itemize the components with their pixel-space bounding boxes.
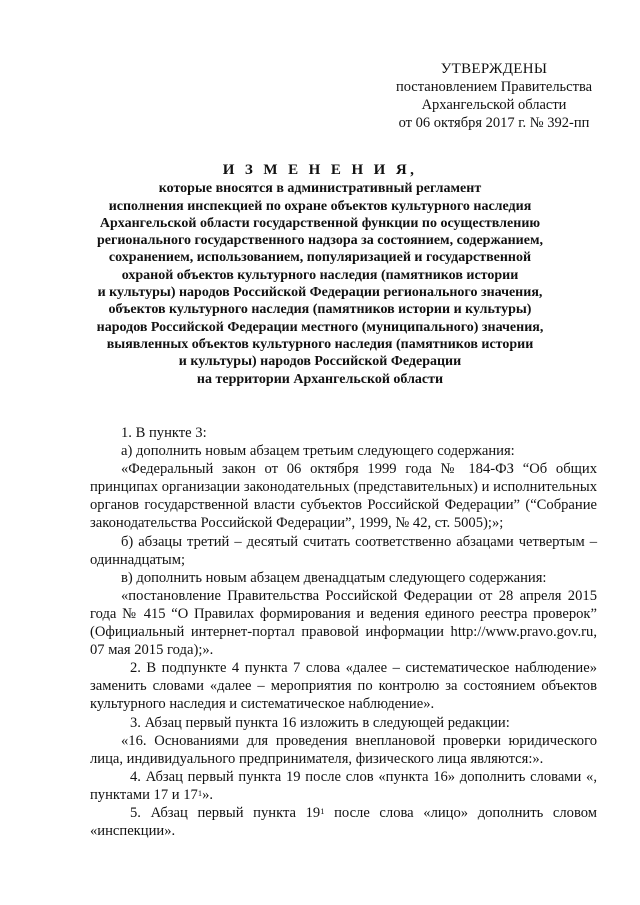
paragraph-quote-law: «Федеральный закон от 06 октября 1999 года № 184-ФЗ “Об общих принципах организации законодательных (представительных) и исполнительных органов государственной власти субъектов Российской Федерации” (“Собрание законодательства Российской Федерации”, 1999, № 42, ст. 5005);»;	[90, 461, 597, 532]
superscript: 1	[197, 787, 203, 798]
paragraph-item-2: 2. В подпункте 4 пункта 7 слова «далее – систематическое наблюдение» заменить словами «далее – мероприятия по контролю за состоянием объектов культурного наследия и систематическое наблюдение».	[90, 660, 597, 713]
paragraph-item-1: 1. В пункте 3:	[121, 425, 207, 441]
approval-heading: УТВЕРЖДЕНЫ	[440, 61, 548, 77]
title-line: исполнения инспекцией по охране объектов культурного наследия	[108, 198, 532, 214]
title-line: на территории Архангельской области	[196, 371, 444, 387]
title-line: объектов культурного наследия (памятников истории и культуры)	[108, 302, 532, 318]
document-title	[90, 162, 550, 388]
title-line: охраной объектов культурного наследия (памятников истории	[121, 267, 519, 283]
title-line: выявленных объектов культурного наследия (памятников истории	[106, 336, 534, 352]
title-line: сохранением, использованием, популяризацией и государственной	[108, 250, 532, 266]
paragraph-item-5-end: после слова «лицо» дополнить словом «инспекции».	[90, 804, 597, 840]
title-line: которые вносятся в административный регламент	[158, 181, 482, 197]
title-line: регионального государственного надзора за состоянием, содержанием,	[97, 233, 543, 249]
paragraph-item-5	[90, 804, 597, 840]
approval-line: от 06 октября 2017 г. № 392-пп	[398, 115, 590, 131]
document-body	[90, 424, 597, 840]
approval-stamp	[380, 60, 608, 132]
title-line: и культуры) народов Российской Федерации регионального значения,	[97, 285, 543, 301]
title-heading: И З М Е Н Е Н И Я,	[222, 162, 418, 178]
title-line: Архангельской области государственной функции по осуществлению	[99, 215, 541, 231]
paragraph-subitem-b: б) абзацы третий – десятый считать соответственно абзацами четвертым – одиннадцатым;	[90, 533, 597, 568]
title-line: и культуры) народов Российской Федерации	[178, 354, 462, 370]
approval-line: постановлением Правительства	[395, 79, 593, 95]
paragraph-item-4	[90, 768, 597, 804]
approval-line: Архангельской области	[421, 97, 567, 113]
paragraph-item-5-text: 5. Абзац первый пункта 19	[130, 804, 321, 821]
paragraph-item-4-end: ».	[202, 786, 214, 803]
title-line: народов Российской Федерации местного (муниципального) значения,	[96, 319, 544, 335]
paragraph-quote-resolution: «постановление Правительства Российской Федерации от 28 апреля 2015 года № 415 “О Правилах формирования и ведения единого реестра проверок” (Официальный интернет-портал правовой информации http://www.pravo.gov.ru, 07 мая 2015 года);».	[90, 587, 597, 659]
paragraph-subitem-a: а) дополнить новым абзацем третьим следующего содержания:	[121, 443, 515, 460]
paragraph-quote-16: «16. Основаниями для проведения внеплановой проверки юридического лица, индивидуального предпринимателя, физического лица являются:».	[90, 732, 597, 767]
superscript: 1	[320, 805, 325, 816]
paragraph-subitem-v: в) дополнить новым абзацем двенадцатым следующего содержания:	[121, 569, 547, 586]
paragraph-item-4-text: 4. Абзац первый пункта 19 после слов «пункта 16» дополнить словами «, пунктами 17 и 17	[90, 768, 597, 803]
paragraph-item-3: 3. Абзац первый пункта 16 изложить в следующей редакции:	[130, 714, 510, 731]
